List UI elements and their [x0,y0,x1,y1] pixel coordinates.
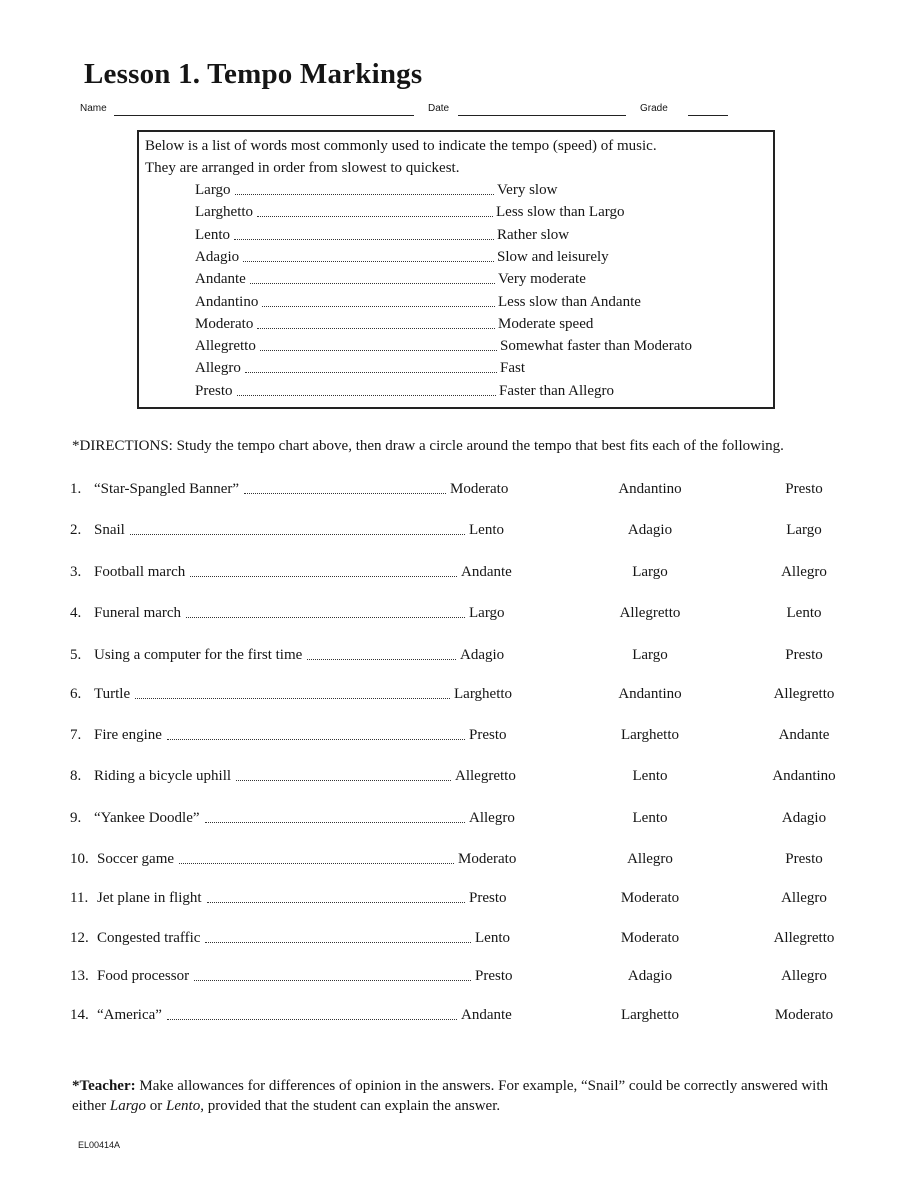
tempo-definition: Slow and leisurely [497,248,609,265]
question-text: Jet plane in flight [97,890,202,906]
tempo-option-3[interactable]: Andante [778,727,830,743]
question-row [70,768,860,790]
question-number: 7. [70,727,82,743]
tempo-option-1[interactable]: Lento [475,930,510,946]
teacher-note-text-1: Make allowances for differences of opinion in the answers. For example, “Snail” could be correctly answered with either [72,1078,829,1114]
tempo-term-row [195,249,715,269]
dot-leader [205,942,471,943]
tempo-definition: Less slow than Largo [496,204,625,221]
tempo-option-2[interactable]: Allegretto [619,605,681,621]
question-number: 5. [70,647,82,663]
tempo-option-1[interactable]: Presto [469,890,507,906]
tempo-definition: Very slow [497,182,558,198]
tempo-term-row [195,294,715,314]
tempo-option-2[interactable]: Lento [632,810,668,826]
tempo-term: Allegro [195,360,241,377]
teacher-note-lento: Lento [166,1098,201,1114]
teacher-note-text-2: or [146,1098,167,1114]
dot-leader [179,863,454,864]
tempo-definition: Faster than Allegro [499,382,614,399]
tempo-option-3[interactable]: Moderato [774,1007,834,1023]
tempo-option-3[interactable]: Allegro [781,890,827,906]
question-row [70,727,860,749]
tempo-option-2[interactable]: Andantino [618,686,682,702]
tempo-term: Andantino [195,293,259,310]
question-number: 1. [70,481,82,497]
tempo-option-1[interactable]: Lento [469,522,504,538]
question-row [70,522,860,544]
tempo-option-3[interactable]: Adagio [781,810,827,826]
tempo-option-1[interactable]: Allegro [469,810,515,826]
teacher-note [72,1076,842,1116]
question-text: Congested traffic [97,930,201,946]
question-number: 10. [70,851,89,867]
tempo-option-2[interactable]: Adagio [627,968,673,984]
question-text: “America” [97,1007,162,1023]
tempo-option-1[interactable]: Presto [469,727,507,743]
question-number: 11. [70,890,89,906]
date-label: Date [428,103,450,114]
question-number: 9. [70,810,82,826]
question-row [70,686,860,708]
tempo-term: Moderato [195,315,254,332]
tempo-option-3[interactable]: Andantino [772,768,836,784]
tempo-definition: Fast [500,360,526,377]
question-number: 13. [70,968,89,984]
tempo-option-1[interactable]: Moderato [450,481,509,497]
tempo-option-3[interactable]: Allegro [781,968,827,984]
tempo-option-1[interactable]: Larghetto [454,686,513,702]
dot-leader [262,306,495,307]
teacher-label: *Teacher: [72,1078,136,1094]
question-number: 12. [70,930,89,946]
question-number: 4. [70,605,82,621]
tempo-option-1[interactable]: Moderato [458,851,517,867]
question-row [70,481,860,503]
tempo-option-3[interactable]: Allegretto [773,686,835,702]
grade-field[interactable] [688,115,728,116]
dot-leader [250,283,495,284]
dot-leader [260,350,497,351]
question-row [70,647,860,669]
tempo-option-3[interactable]: Allegro [781,564,827,580]
chart-intro-line2: They are arranged in order from slowest to quickest. [145,160,460,176]
tempo-term: Allegretto [195,338,256,355]
tempo-term: Larghetto [195,204,254,221]
tempo-option-2[interactable]: Moderato [620,930,680,946]
tempo-option-1[interactable]: Andante [461,1007,512,1023]
tempo-option-2[interactable]: Largo [632,647,668,663]
teacher-note-largo: Largo [109,1098,147,1114]
tempo-term-row [195,271,715,291]
question-row [70,851,860,873]
tempo-definition: Moderate speed [498,315,594,332]
question-number: 14. [70,1007,89,1023]
tempo-term: Andante [195,271,246,288]
teacher-note-text-3: , provided that the student can explain the answer. [200,1098,501,1114]
name-label: Name [80,103,107,114]
tempo-definition: Rather slow [497,226,570,243]
name-field[interactable] [114,115,414,116]
tempo-definition: Very moderate [498,271,586,288]
tempo-option-3[interactable]: Presto [785,647,823,663]
tempo-term-row [195,182,715,202]
tempo-option-2[interactable]: Moderato [620,890,680,906]
question-text: Snail [94,522,125,538]
dot-leader [186,617,465,618]
question-number: 3. [70,564,82,580]
tempo-option-3[interactable]: Presto [785,851,823,867]
tempo-option-3[interactable]: Lento [786,605,822,621]
tempo-option-3[interactable]: Presto [785,481,823,497]
question-row [70,810,860,832]
dot-leader [135,698,450,699]
tempo-option-2[interactable]: Larghetto [620,1007,680,1023]
dot-leader [244,493,446,494]
tempo-option-1[interactable]: Andante [461,564,512,580]
dot-leader [167,1019,457,1020]
tempo-definition: Less slow than Andante [498,293,641,310]
dot-leader [237,395,496,396]
question-text: Turtle [94,686,131,702]
dot-leader [245,372,497,373]
tempo-term: Largo [195,182,231,198]
question-text: Soccer game [97,851,175,867]
dot-leader [207,902,465,903]
question-row [70,890,860,912]
question-row [70,968,860,990]
tempo-term-row [195,383,715,403]
dot-leader [205,822,465,823]
date-field[interactable] [458,115,626,116]
question-text: Football march [94,564,186,580]
dot-leader [190,576,457,577]
dot-leader [235,194,494,195]
tempo-definition: Somewhat faster than Moderato [500,338,693,355]
question-text: Fire engine [94,727,162,743]
question-row [70,930,860,952]
tempo-term: Adagio [195,248,240,265]
student-info-line [80,103,740,121]
tempo-option-1[interactable]: Allegretto [455,768,516,784]
tempo-option-2[interactable]: Larghetto [620,727,680,743]
dot-leader [194,980,471,981]
question-text: Food processor [97,968,190,984]
tempo-term-row [195,227,715,247]
tempo-option-2[interactable]: Lento [632,768,668,784]
tempo-option-2[interactable]: Largo [632,564,668,580]
dot-leader [257,328,495,329]
question-row [70,564,860,586]
dot-leader [307,659,456,660]
dot-leader [243,261,494,262]
tempo-option-1[interactable]: Adagio [460,647,505,663]
question-number: 6. [70,686,82,702]
question-text: Riding a bicycle uphill [94,768,232,784]
dot-leader [167,739,465,740]
dot-leader [257,216,493,217]
tempo-chart-box [137,130,775,409]
question-row [70,605,860,627]
tempo-option-1[interactable]: Presto [475,968,513,984]
question-number: 8. [70,768,82,784]
tempo-term-row [195,360,715,380]
tempo-term-row [195,338,715,358]
question-text: Funeral march [94,605,182,621]
question-number: 2. [70,522,82,538]
question-text: Using a computer for the first time [94,647,303,663]
chart-intro-line1: Below is a list of words most commonly used to indicate the tempo (speed) of music. [145,138,657,154]
grade-label: Grade [640,103,668,114]
tempo-term-row [195,316,715,336]
tempo-option-2[interactable]: Andantino [618,481,682,497]
page-title: Lesson 1. Tempo Markings [84,58,423,90]
question-row [70,1007,860,1029]
dot-leader [130,534,465,535]
tempo-term-row [195,204,715,224]
footer-code: EL00414A [78,1140,121,1150]
question-text: “Yankee Doodle” [94,810,200,826]
tempo-option-2[interactable]: Allegro [627,851,673,867]
tempo-option-3[interactable]: Largo [786,522,822,538]
tempo-term: Lento [195,226,230,243]
dot-leader [236,780,451,781]
question-text: “Star-Spangled Banner” [94,481,240,497]
tempo-option-1[interactable]: Largo [469,605,505,621]
tempo-option-3[interactable]: Allegretto [773,930,835,946]
dot-leader [234,239,494,240]
tempo-term: Presto [195,382,233,399]
tempo-option-2[interactable]: Adagio [627,522,673,538]
directions-text: *DIRECTIONS: Study the tempo chart above, then draw a circle around the tempo that best fits each of the following. [72,438,784,454]
